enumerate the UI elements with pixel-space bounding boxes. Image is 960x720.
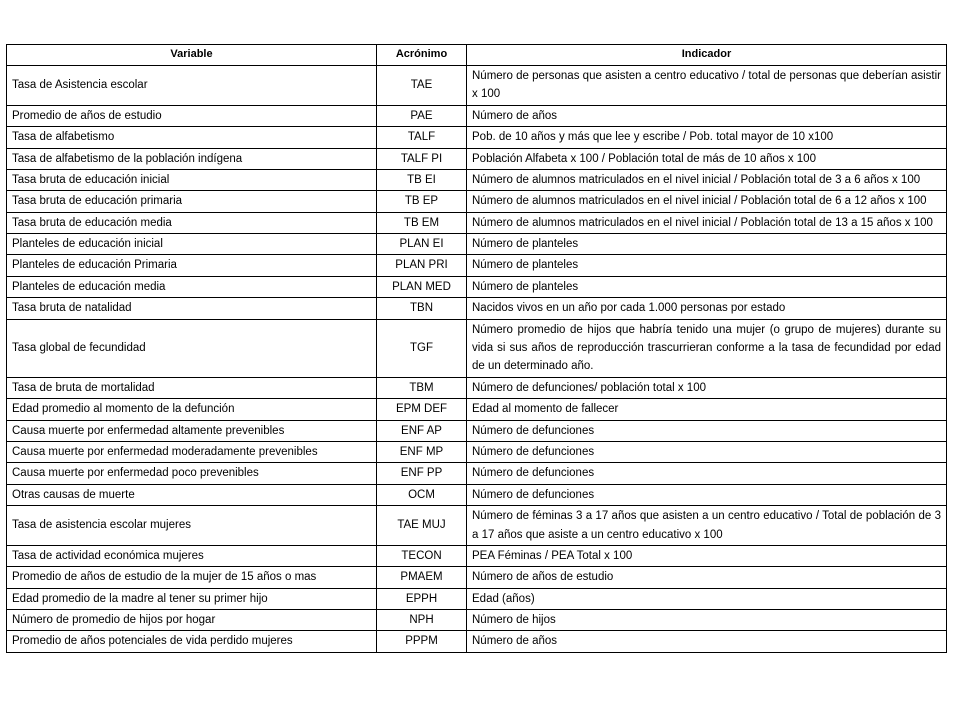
table-row <box>7 420 947 441</box>
cell-indicador: Número de años de estudio <box>467 567 947 588</box>
table-row <box>7 276 947 297</box>
cell-indicador: Número de defunciones <box>467 484 947 505</box>
cell-acronimo: TBN <box>377 298 467 319</box>
cell-indicador: Número de defunciones/ población total x 100 <box>467 377 947 398</box>
cell-variable: Edad promedio al momento de la defunción <box>7 399 377 420</box>
cell-indicador: Número de defunciones <box>467 441 947 462</box>
cell-variable: Tasa bruta de educación inicial <box>7 169 377 190</box>
cell-variable: Tasa global de fecundidad <box>7 319 377 377</box>
table-row <box>7 399 947 420</box>
cell-acronimo: EPM DEF <box>377 399 467 420</box>
indicators-table <box>6 44 947 653</box>
table-row <box>7 127 947 148</box>
cell-indicador: Número de alumnos matriculados en el nivel inicial / Población total de 3 a 6 años x 100 <box>467 169 947 190</box>
table-header-row <box>7 45 947 66</box>
column-header-acronimo: Acrónimo <box>377 45 467 66</box>
cell-variable: Promedio de años de estudio de la mujer de 15 años o mas <box>7 567 377 588</box>
cell-indicador: Número de personas que asisten a centro educativo / total de personas que deberían asistir x 100 <box>467 65 947 105</box>
table-row <box>7 169 947 190</box>
cell-variable: Promedio de años potenciales de vida perdido mujeres <box>7 631 377 652</box>
table-row <box>7 631 947 652</box>
cell-indicador: Número de hijos <box>467 610 947 631</box>
cell-variable: Tasa de asistencia escolar mujeres <box>7 506 377 546</box>
cell-acronimo: ENF MP <box>377 441 467 462</box>
cell-variable: Planteles de educación Primaria <box>7 255 377 276</box>
cell-variable: Tasa bruta de natalidad <box>7 298 377 319</box>
cell-variable: Edad promedio de la madre al tener su primer hijo <box>7 588 377 609</box>
cell-acronimo: ENF AP <box>377 420 467 441</box>
cell-indicador: Número de féminas 3 a 17 años que asisten a un centro educativo / Total de población de 3 a 17 años que asiste a un centro educativo x 100 <box>467 506 947 546</box>
cell-indicador: Número de alumnos matriculados en el nivel inicial / Población total de 13 a 15 años x 100 <box>467 212 947 233</box>
table-row <box>7 567 947 588</box>
table-row <box>7 148 947 169</box>
cell-variable: Tasa bruta de educación primaria <box>7 191 377 212</box>
table-row <box>7 377 947 398</box>
cell-acronimo: TAE <box>377 65 467 105</box>
cell-indicador: Número promedio de hijos que habría tenido una mujer (o grupo de mujeres) durante su vida si sus años de reproducción trascurrieran conforme a la tasa de fecundidad por edad de un determinado año. <box>467 319 947 377</box>
table-row <box>7 463 947 484</box>
cell-variable: Promedio de años de estudio <box>7 105 377 126</box>
cell-indicador: Número de defunciones <box>467 420 947 441</box>
cell-acronimo: ENF PP <box>377 463 467 484</box>
cell-acronimo: TALF PI <box>377 148 467 169</box>
cell-indicador: Nacidos vivos en un año por cada 1.000 personas por estado <box>467 298 947 319</box>
table-row <box>7 212 947 233</box>
cell-variable: Tasa de actividad económica mujeres <box>7 545 377 566</box>
cell-variable: Tasa de Asistencia escolar <box>7 65 377 105</box>
table-row <box>7 191 947 212</box>
cell-variable: Planteles de educación inicial <box>7 234 377 255</box>
table-row <box>7 441 947 462</box>
table-body <box>7 65 947 652</box>
cell-acronimo: TB EI <box>377 169 467 190</box>
cell-indicador: Pob. de 10 años y más que lee y escribe / Pob. total mayor de 10 x100 <box>467 127 947 148</box>
cell-indicador: Número de defunciones <box>467 463 947 484</box>
cell-variable: Número de promedio de hijos por hogar <box>7 610 377 631</box>
cell-indicador: Edad (años) <box>467 588 947 609</box>
table-row <box>7 234 947 255</box>
table-row <box>7 65 947 105</box>
cell-acronimo: TB EM <box>377 212 467 233</box>
cell-acronimo: NPH <box>377 610 467 631</box>
cell-indicador: Número de alumnos matriculados en el nivel inicial / Población total de 6 a 12 años x 100 <box>467 191 947 212</box>
cell-variable: Causa muerte por enfermedad poco prevenibles <box>7 463 377 484</box>
cell-indicador: PEA Féminas / PEA Total x 100 <box>467 545 947 566</box>
cell-indicador: Edad al momento de fallecer <box>467 399 947 420</box>
table-row <box>7 610 947 631</box>
table-row <box>7 484 947 505</box>
cell-acronimo: PLAN PRI <box>377 255 467 276</box>
cell-acronimo: TGF <box>377 319 467 377</box>
table-row <box>7 255 947 276</box>
cell-acronimo: PPPM <box>377 631 467 652</box>
cell-variable: Causa muerte por enfermedad moderadamente prevenibles <box>7 441 377 462</box>
cell-variable: Tasa de alfabetismo <box>7 127 377 148</box>
cell-variable: Planteles de educación media <box>7 276 377 297</box>
cell-acronimo: PAE <box>377 105 467 126</box>
cell-acronimo: TALF <box>377 127 467 148</box>
table-row <box>7 105 947 126</box>
cell-acronimo: TB EP <box>377 191 467 212</box>
cell-variable: Otras causas de muerte <box>7 484 377 505</box>
table-row <box>7 588 947 609</box>
cell-indicador: Número de años <box>467 631 947 652</box>
cell-variable: Tasa de alfabetismo de la población indígena <box>7 148 377 169</box>
cell-variable: Tasa de bruta de mortalidad <box>7 377 377 398</box>
cell-acronimo: TBM <box>377 377 467 398</box>
cell-variable: Tasa bruta de educación media <box>7 212 377 233</box>
cell-acronimo: EPPH <box>377 588 467 609</box>
table-row <box>7 298 947 319</box>
table-row <box>7 319 947 377</box>
cell-indicador: Número de planteles <box>467 255 947 276</box>
cell-acronimo: TECON <box>377 545 467 566</box>
table-row <box>7 506 947 546</box>
cell-indicador: Número de años <box>467 105 947 126</box>
cell-acronimo: PLAN EI <box>377 234 467 255</box>
table-row <box>7 545 947 566</box>
cell-indicador: Número de planteles <box>467 234 947 255</box>
column-header-variable: Variable <box>7 45 377 66</box>
cell-acronimo: TAE MUJ <box>377 506 467 546</box>
cell-variable: Causa muerte por enfermedad altamente prevenibles <box>7 420 377 441</box>
cell-acronimo: PLAN MED <box>377 276 467 297</box>
cell-indicador: Número de planteles <box>467 276 947 297</box>
cell-acronimo: OCM <box>377 484 467 505</box>
cell-acronimo: PMAEM <box>377 567 467 588</box>
cell-indicador: Población Alfabeta x 100 / Población total de más de 10 años x 100 <box>467 148 947 169</box>
column-header-indicador: Indicador <box>467 45 947 66</box>
